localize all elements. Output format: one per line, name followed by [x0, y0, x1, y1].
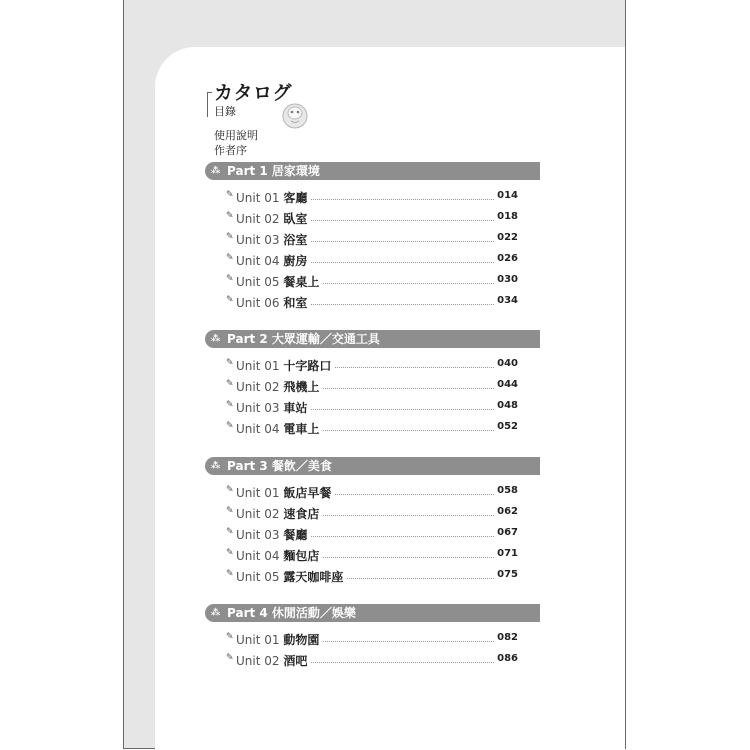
unit-number: Unit 04	[236, 254, 280, 268]
pencil-icon: ✎	[226, 506, 234, 516]
unit-title: 車站	[283, 401, 308, 415]
page-number: 040	[494, 358, 518, 369]
unit-number: Unit 02	[236, 380, 280, 394]
page-number: 052	[494, 421, 518, 432]
unit-number: Unit 04	[236, 422, 280, 436]
toc-entry[interactable]	[226, 505, 518, 521]
page-number: 075	[494, 569, 518, 580]
part-header[interactable]	[205, 162, 540, 180]
unit-number: Unit 02	[236, 212, 280, 226]
entry-label	[236, 420, 323, 437]
pencil-icon: ✎	[226, 253, 234, 263]
entry-label	[236, 294, 311, 311]
part-header[interactable]	[205, 457, 540, 475]
page-number: 022	[494, 232, 518, 243]
pencil-icon: ✎	[226, 232, 234, 242]
intro-usage[interactable]: 使用說明	[214, 129, 258, 142]
page-number: 018	[494, 211, 518, 222]
entry-label	[236, 231, 311, 248]
toc-entry[interactable]	[226, 420, 518, 436]
toc-entry[interactable]	[226, 210, 518, 226]
page-number: 014	[494, 190, 518, 201]
toc-entry[interactable]	[226, 631, 518, 647]
unit-title: 客廳	[283, 191, 308, 205]
daruma-icon	[280, 100, 310, 130]
page-number: 071	[494, 548, 518, 559]
unit-title: 動物園	[283, 633, 320, 647]
page-number: 044	[494, 379, 518, 390]
unit-number: Unit 02	[236, 507, 280, 521]
entry-label	[236, 526, 311, 543]
entry-label	[236, 189, 311, 206]
pencil-icon: ✎	[226, 548, 234, 558]
part-label: Part 2 大眾運輸／交通工具	[227, 332, 380, 346]
toc-entry[interactable]	[226, 547, 518, 563]
unit-title: 餐廳	[283, 528, 308, 542]
unit-title: 酒吧	[283, 654, 308, 668]
pencil-icon: ✎	[226, 485, 234, 495]
toc-entry[interactable]	[226, 652, 518, 668]
unit-title: 速食店	[283, 507, 320, 521]
toc-entry[interactable]	[226, 568, 518, 584]
pencil-icon: ✎	[226, 274, 234, 284]
part-header[interactable]	[205, 330, 540, 348]
pencil-icon: ✎	[226, 400, 234, 410]
toc-entry[interactable]	[226, 484, 518, 500]
pencil-icon: ✎	[226, 569, 234, 579]
intro-preface[interactable]: 作者序	[214, 144, 247, 157]
unit-number: Unit 01	[236, 191, 280, 205]
pencil-icon: ✎	[226, 358, 234, 368]
unit-number: Unit 02	[236, 654, 280, 668]
entry-label	[236, 652, 311, 669]
pencil-icon: ✎	[226, 653, 234, 663]
unit-number: Unit 05	[236, 275, 280, 289]
entry-label	[236, 273, 323, 290]
unit-title: 餐桌上	[283, 275, 320, 289]
unit-title: 露天咖啡座	[283, 570, 344, 584]
pencil-icon: ✎	[226, 421, 234, 431]
unit-title: 十字路口	[283, 359, 332, 373]
unit-number: Unit 06	[236, 296, 280, 310]
entry-label	[236, 568, 347, 585]
page-number: 058	[494, 485, 518, 496]
toc-entry[interactable]	[226, 273, 518, 289]
unit-title: 飯店早餐	[283, 486, 332, 500]
pencil-icon: ✎	[226, 190, 234, 200]
page-number: 067	[494, 527, 518, 538]
part-label: Part 1 居家環境	[227, 164, 320, 178]
part-label: Part 3 餐飲／美食	[227, 459, 332, 473]
unit-title: 電車上	[283, 422, 320, 436]
page-number: 062	[494, 506, 518, 517]
toc-entry[interactable]	[226, 526, 518, 542]
entry-label	[236, 547, 323, 564]
unit-title: 浴室	[283, 233, 308, 247]
people-icon: ⁂	[211, 461, 221, 471]
entry-label	[236, 484, 335, 501]
page-title: カタログ	[214, 82, 293, 104]
page-number: 082	[494, 632, 518, 643]
page-subtitle: 目錄	[214, 105, 236, 118]
pencil-icon: ✎	[226, 527, 234, 537]
entry-label	[236, 252, 311, 269]
entry-label	[236, 399, 311, 416]
page-number: 034	[494, 295, 518, 306]
unit-number: Unit 05	[236, 570, 280, 584]
page-number: 026	[494, 253, 518, 264]
title-bracket	[207, 92, 212, 117]
toc-entry[interactable]	[226, 399, 518, 415]
part-label: Part 4 休閒活動／娛樂	[227, 606, 356, 620]
unit-number: Unit 04	[236, 549, 280, 563]
unit-title: 臥室	[283, 212, 308, 226]
pencil-icon: ✎	[226, 379, 234, 389]
toc-entry[interactable]	[226, 231, 518, 247]
unit-title: 飛機上	[283, 380, 320, 394]
pencil-icon: ✎	[226, 211, 234, 221]
entry-label	[236, 631, 323, 648]
unit-number: Unit 01	[236, 486, 280, 500]
entry-label	[236, 210, 311, 227]
toc-entry[interactable]	[226, 189, 518, 205]
page-number: 086	[494, 653, 518, 664]
toc-entry[interactable]	[226, 252, 518, 268]
part-header[interactable]	[205, 604, 540, 622]
unit-number: Unit 01	[236, 359, 280, 373]
people-icon: ⁂	[211, 334, 221, 344]
entry-label	[236, 378, 323, 395]
page-number: 030	[494, 274, 518, 285]
toc-entry[interactable]	[226, 357, 518, 373]
unit-number: Unit 03	[236, 401, 280, 415]
toc-entry[interactable]	[226, 378, 518, 394]
unit-number: Unit 01	[236, 633, 280, 647]
unit-number: Unit 03	[236, 233, 280, 247]
people-icon: ⁂	[211, 608, 221, 618]
entry-label	[236, 505, 323, 522]
page-number: 048	[494, 400, 518, 411]
unit-number: Unit 03	[236, 528, 280, 542]
people-icon: ⁂	[211, 166, 221, 176]
pencil-icon: ✎	[226, 295, 234, 305]
toc-entry[interactable]	[226, 294, 518, 310]
unit-title: 廚房	[283, 254, 308, 268]
pencil-icon: ✎	[226, 632, 234, 642]
unit-title: 麵包店	[283, 549, 320, 563]
entry-label	[236, 357, 335, 374]
unit-title: 和室	[283, 296, 308, 310]
